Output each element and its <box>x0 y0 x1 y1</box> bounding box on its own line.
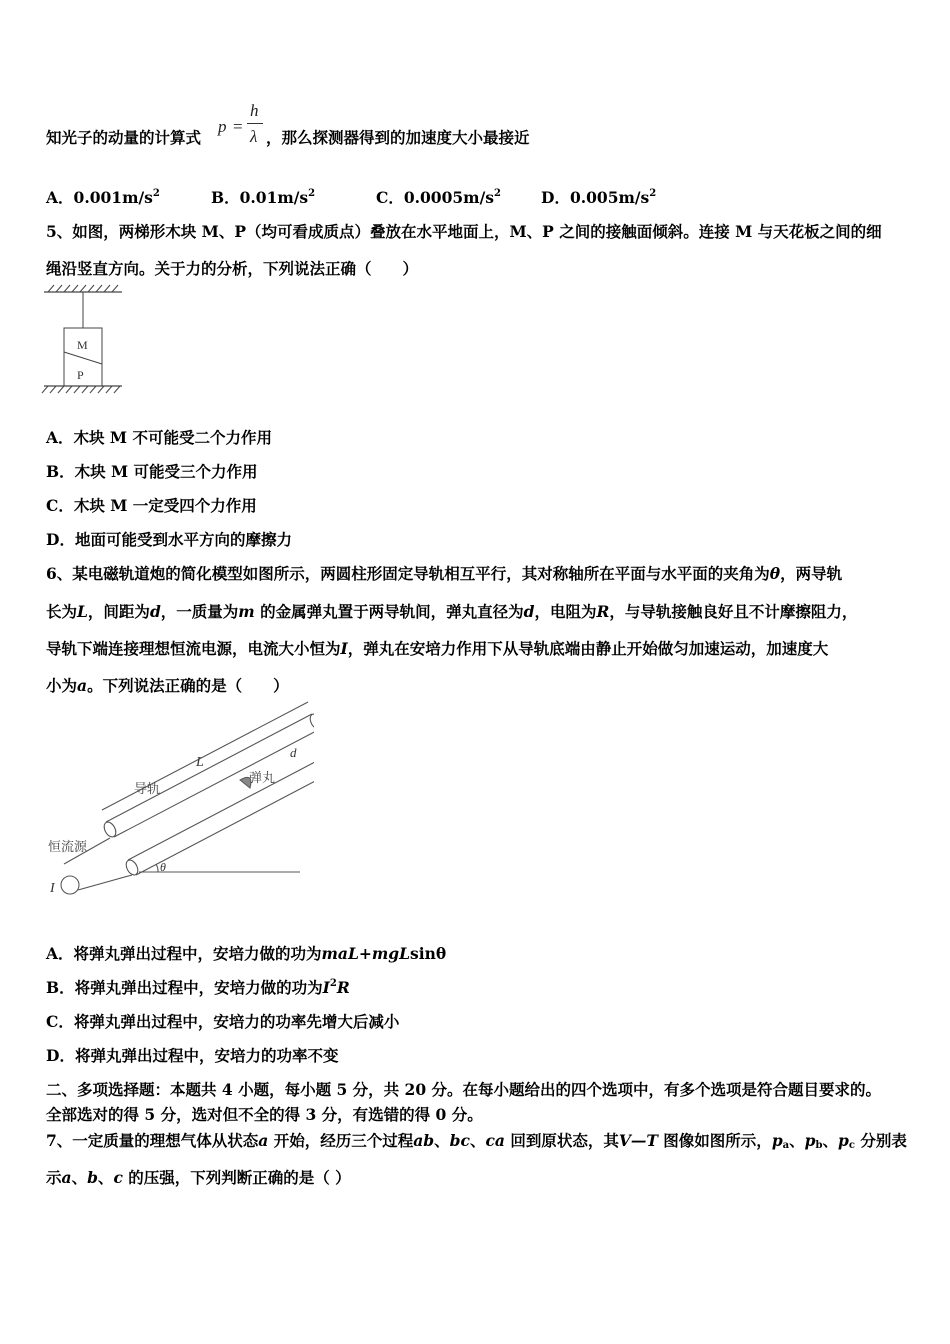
q4-option-d: D．$0.005m/s^2$ <box>541 188 657 207</box>
q5-figure-blocks <box>40 282 130 400</box>
q6-stem-line4: 小为a。下列说法正确的是（ ） <box>46 676 289 695</box>
q6-option-c: C．将弹丸弹出过程中，安培力的功率先增大后减小 <box>46 1012 400 1031</box>
q6-stem-line2: 长为L，间距为d，一质量为m 的金属弹丸置于两导轨间，弹丸直径为d，电阻为R，与导轨接触良好且不计摩擦阻力， <box>46 602 858 621</box>
formula-p: p <box>218 117 227 136</box>
q7-stem-line2: 示a、b、c 的压强，下列判断正确的是（ ） <box>46 1168 351 1187</box>
label-rail: 导轨 <box>134 781 161 796</box>
q6-figure-railgun <box>44 700 314 910</box>
label-d: d <box>290 745 297 760</box>
q6-stem-line3: 导轨下端连接理想恒流电源，电流大小恒为I，弹丸在安培力作用下从导轨底端由静止开始做匀加速运动，加速度大 <box>46 639 829 658</box>
fraction-bar <box>247 123 263 124</box>
label-current: I <box>50 881 55 896</box>
q4-tail-line <box>46 126 201 148</box>
label-pellet: 弹丸 <box>249 770 276 785</box>
formula-denominator: λ <box>250 127 258 146</box>
q6-option-a: A．将弹丸弹出过程中，安培力做的功为maL+mgLsinθ <box>46 944 447 963</box>
label-m: M <box>77 338 88 352</box>
q5-option-b: B．木块 M 可能受三个力作用 <box>46 462 258 481</box>
section2-heading-line1: 二、多项选择题：本题共 4 小题，每小题 5 分，共 20 分。在每小题给出的四个选项中，有多个选项是符合题目要求的。 <box>46 1080 882 1099</box>
q4-option-a: A．$0.001m/s^2$ <box>46 188 160 207</box>
q4-lead-text: 知光子的动量的计算式 <box>46 128 202 147</box>
formula-numerator: h <box>250 101 259 120</box>
formula-eq: = <box>233 117 243 136</box>
q4-option-b: B．$0.01m/s^2$ <box>211 188 316 207</box>
section2-heading-line2: 全部选对的得 5 分，选对但不全的得 3 分，有选错的得 0 分。 <box>46 1105 483 1124</box>
label-p: P <box>77 368 84 382</box>
q6-option-b: B．将弹丸弹出过程中，安培力做的功为$I^2R$ <box>46 978 350 997</box>
q5-option-c: C．木块 M 一定受四个力作用 <box>46 496 257 515</box>
q5-stem-line1: 5、如图，两梯形木块 M、P（均可看成质点）叠放在水平地面上，M、P 之间的接触面倾斜。连接 M 与天花板之间的细 <box>46 222 882 241</box>
q5-option-a: A．木块 M 不可能受二个力作用 <box>46 428 272 447</box>
q6-stem-line1: 6、某电磁轨道炮的简化模型如图所示，两圆柱形固定导轨相互平行，其对称轴所在平面与水平面的夹角为θ，两导轨 <box>46 564 843 583</box>
q4-option-c: C．$0.0005m/s^2$ <box>376 188 501 207</box>
q6-option-d: D．将弹丸弹出过程中，安培力的功率不变 <box>46 1046 339 1065</box>
label-theta: θ <box>160 860 166 874</box>
q5-stem-line2: 绳沿竖直方向。关于力的分析，下列说法正确（ ） <box>46 259 419 278</box>
q5-option-d: D．地面可能受到水平方向的摩擦力 <box>46 530 292 549</box>
label-L: L <box>196 755 204 770</box>
q7-stem-line1: 7、一定质量的理想气体从状态a 开始，经历三个过程ab、bc、ca 回到原状态，其V—T 图像如图所示，$p_a$、$p_b$、$p_c$ 分别表 <box>46 1131 907 1151</box>
q4-after-text: ，那么探测器得到的加速度大小最接近 <box>266 128 530 147</box>
label-source: 恒流源 <box>48 839 88 854</box>
